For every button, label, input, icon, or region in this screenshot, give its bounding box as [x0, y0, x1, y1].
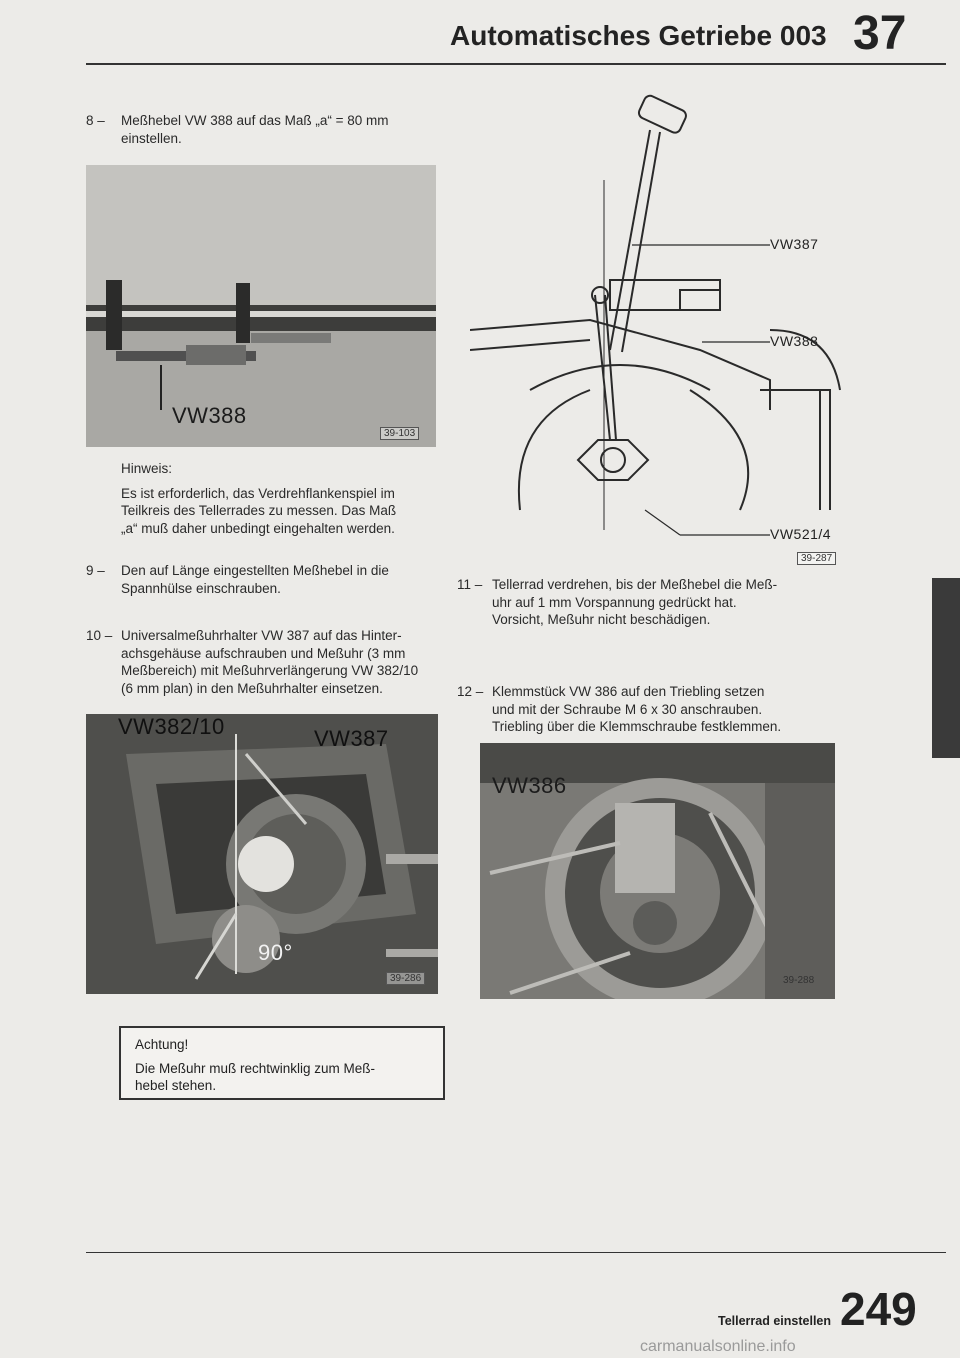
- hinweis-line: Es ist erforderlich, das Verdrehflankenspiel im: [121, 485, 395, 501]
- achtung-box: [119, 1026, 445, 1100]
- figure-tag: 39-286: [386, 972, 425, 985]
- figure-tag-39-287: 39-287: [797, 552, 836, 565]
- step-line: Klemmstück VW 386 auf den Triebling setzen: [492, 684, 765, 699]
- step-number: 11 –: [457, 577, 483, 592]
- chapter-number: 37: [853, 7, 907, 60]
- step-text: [492, 576, 777, 629]
- achtung-line: Die Meßuhr muß rechtwinklig zum Meß-: [135, 1060, 376, 1076]
- caliper-photo: [86, 165, 436, 447]
- figure-tag: 39-288: [783, 975, 815, 986]
- step-line: Den auf Länge eingestellten Meßhebel in die: [121, 563, 389, 578]
- figure-label-90-deg: 90°: [258, 940, 293, 965]
- step-line: Triebling über die Klemmschraube festklemmen.: [492, 719, 782, 734]
- step-line: Vorsicht, Meßuhr nicht beschädigen.: [492, 612, 711, 627]
- figure-label-vw388: VW388: [770, 333, 819, 349]
- page-title: Automatisches Getriebe 003: [450, 20, 827, 51]
- watermark: carmanualsonline.info: [640, 1338, 796, 1355]
- step-line: und mit der Schraube M 6 x 30 anschrauben.: [492, 701, 763, 717]
- step-number: 9 –: [86, 563, 105, 578]
- step-line: Spannhülse einschrauben.: [121, 580, 281, 596]
- figure-39-287: [470, 90, 860, 560]
- figure-label-vw387: VW387: [314, 726, 389, 751]
- figure-39-288: [480, 743, 835, 999]
- step-text: [492, 683, 781, 736]
- figure-tag: 39-103: [380, 427, 419, 440]
- figure-label-vw386: VW386: [492, 773, 567, 798]
- figure-39-286: [86, 714, 438, 994]
- hinweis-note: [121, 460, 441, 537]
- step-line: Meßbereich) mit Meßuhrverlängerung VW 382/10: [121, 663, 419, 678]
- step-12: [457, 683, 857, 739]
- step-line: Meßhebel VW 388 auf das Maß „a“ = 80 mm: [121, 113, 389, 128]
- step-8: [86, 112, 446, 152]
- figure-label-vw387: VW387: [770, 236, 819, 252]
- step-line: Universalmeßuhrhalter VW 387 auf das Hinter-: [121, 628, 402, 643]
- figure-label-vw382-10: VW382/10: [118, 714, 225, 739]
- step-10: [86, 627, 456, 699]
- achtung-title: Achtung!: [135, 1037, 189, 1052]
- step-number: 8 –: [86, 113, 105, 128]
- step-line: uhr auf 1 mm Vorspannung gedrückt hat.: [492, 594, 737, 610]
- step-line: Tellerrad verdrehen, bis der Meßhebel die Meß-: [492, 577, 778, 592]
- figure-39-103: [86, 165, 436, 447]
- step-number: 10 –: [86, 628, 113, 643]
- step-text: [121, 627, 418, 697]
- step-text: [121, 562, 389, 597]
- header-rule: [86, 63, 946, 65]
- step-line: einstellen.: [121, 130, 182, 146]
- step-text: [121, 112, 388, 147]
- footer-rule: [86, 1252, 946, 1253]
- step-9: [86, 562, 446, 602]
- step-number: 12 –: [457, 684, 484, 699]
- figure-label-vw388: VW388: [172, 403, 247, 428]
- achtung-line: hebel stehen.: [135, 1078, 217, 1093]
- figure-label-vw521-4: VW521/4: [770, 526, 832, 542]
- chapter-side-tab: [932, 578, 960, 758]
- step-line: achsgehäuse aufschrauben und Meßuhr (3 mm: [121, 645, 406, 661]
- hinweis-title: Hinweis:: [121, 461, 173, 476]
- hinweis-line: Teilkreis des Tellerrades zu messen. Das Maß: [121, 503, 397, 518]
- step-11: [457, 576, 857, 632]
- hinweis-line: „a“ muß daher unbedingt eingehalten werden.: [121, 520, 395, 536]
- step-line: (6 mm plan) in den Meßuhrhalter einsetzen.: [121, 680, 383, 696]
- footer-section-title: Tellerrad einstellen: [718, 1314, 832, 1328]
- page-number: 249: [840, 1283, 917, 1335]
- tool-line-drawing: [470, 90, 860, 560]
